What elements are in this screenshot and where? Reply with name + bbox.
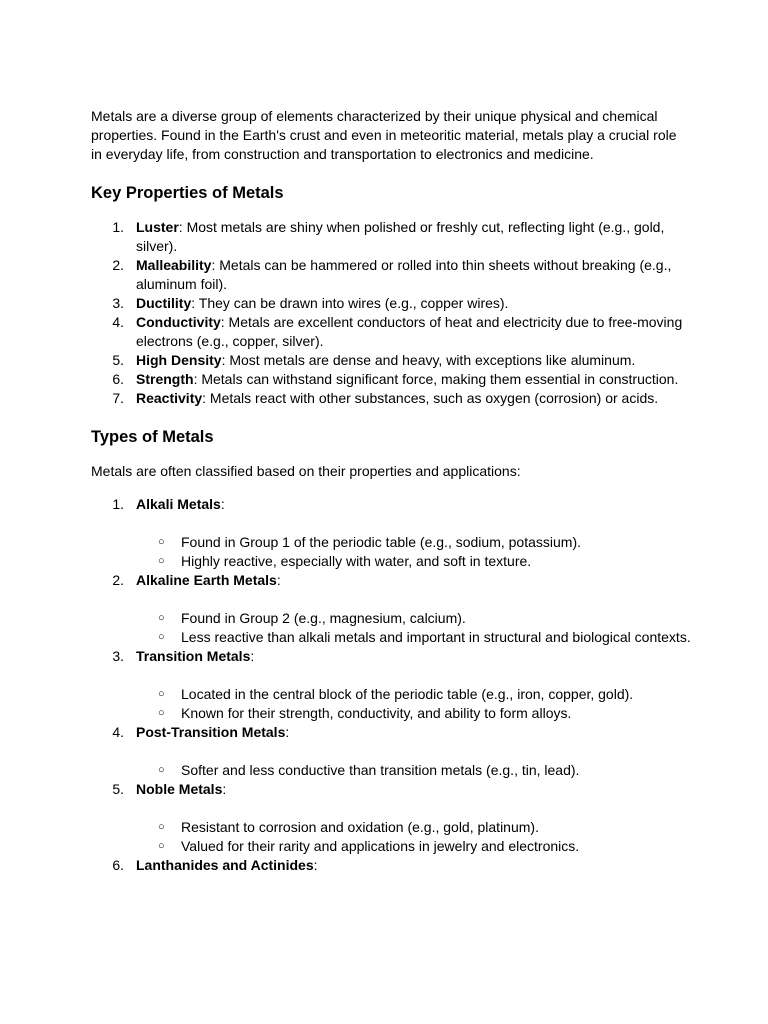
list-item: [91, 647, 691, 723]
sub-item-text: Found in Group 1 of the periodic table (e.g., sodium, potassium).: [181, 534, 581, 550]
property-text: : Most metals are dense and heavy, with exceptions like aluminum.: [221, 352, 636, 368]
sub-list-item: [136, 609, 691, 628]
intro-paragraph: Metals are a diverse group of elements characterized by their unique physical and chemical properties. Found in the Earth's crust and even in meteoritic material, metals play a crucial role in everyday life, from construction and transportation to electronics and medicine.: [91, 108, 677, 162]
list-item: [91, 571, 691, 647]
property-term: Ductility: [136, 295, 192, 311]
circle-bullet-icon: ○: [158, 612, 165, 624]
type-term: Alkali Metals: [136, 496, 221, 512]
property-term: Luster: [136, 219, 179, 235]
list-number: 3.: [112, 295, 124, 311]
types-intro-paragraph: Metals are often classified based on their properties and applications:: [91, 463, 521, 479]
list-number: 5.: [112, 352, 124, 368]
list-item: [91, 351, 691, 370]
list-number: 6.: [112, 857, 124, 873]
list-number: 1.: [112, 219, 124, 235]
property-term: High Density: [136, 352, 222, 368]
type-suffix: :: [276, 572, 281, 588]
property-term: Conductivity: [136, 314, 221, 330]
sub-list-item: [136, 761, 691, 780]
property-text: : Metals are excellent conductors of heat and electricity due to free-moving electrons (e.g., copper, silver).: [136, 314, 683, 349]
list-number: 2.: [112, 572, 124, 588]
sub-list: [136, 533, 691, 571]
property-term: Strength: [136, 371, 194, 387]
type-suffix: :: [285, 724, 290, 740]
type-term: Transition Metals: [136, 648, 251, 664]
circle-bullet-icon: ○: [158, 631, 165, 643]
list-number: 4.: [112, 724, 124, 740]
type-suffix: :: [313, 857, 318, 873]
circle-bullet-icon: ○: [158, 555, 165, 567]
list-number: 2.: [112, 257, 124, 273]
circle-bullet-icon: ○: [158, 764, 165, 776]
key-properties-heading: Key Properties of Metals: [91, 184, 284, 202]
list-item: [91, 294, 691, 313]
sub-list-item: [136, 837, 691, 856]
sub-item-text: Highly reactive, especially with water, and soft in texture.: [181, 553, 532, 569]
type-term: Noble Metals: [136, 781, 223, 797]
list-number: 1.: [112, 496, 124, 512]
list-item: [91, 256, 691, 294]
property-text: : Most metals are shiny when polished or freshly cut, reflecting light (e.g., gold, silver).: [136, 219, 665, 254]
list-item: [91, 780, 691, 856]
list-item: [91, 723, 691, 780]
circle-bullet-icon: ○: [158, 688, 165, 700]
list-item: [91, 313, 691, 351]
type-term: Post-Transition Metals: [136, 724, 286, 740]
list-item: [91, 370, 691, 389]
list-number: 7.: [112, 390, 124, 406]
types-heading: Types of Metals: [91, 428, 214, 446]
sub-list-item: [136, 628, 691, 647]
list-number: 6.: [112, 371, 124, 387]
property-text: : Metals can be hammered or rolled into thin sheets without breaking (e.g., aluminum foil).: [136, 257, 672, 292]
list-item: [91, 856, 691, 875]
type-suffix: :: [222, 781, 227, 797]
circle-bullet-icon: ○: [158, 821, 165, 833]
sub-list-item: [136, 533, 691, 552]
sub-item-text: Known for their strength, conductivity, and ability to form alloys.: [181, 705, 572, 721]
circle-bullet-icon: ○: [158, 707, 165, 719]
circle-bullet-icon: ○: [158, 840, 165, 852]
sub-list-item: [136, 704, 691, 723]
property-term: Reactivity: [136, 390, 203, 406]
property-term: Malleability: [136, 257, 212, 273]
circle-bullet-icon: ○: [158, 536, 165, 548]
sub-list-item: [136, 552, 691, 571]
sub-item-text: Valued for their rarity and applications in jewelry and electronics.: [181, 838, 580, 854]
sub-item-text: Softer and less conductive than transition metals (e.g., tin, lead).: [181, 762, 580, 778]
sub-item-text: Less reactive than alkali metals and important in structural and biological contexts.: [181, 629, 691, 645]
sub-item-text: Located in the central block of the periodic table (e.g., iron, copper, gold).: [181, 686, 634, 702]
sub-list: [136, 685, 691, 723]
type-term: Lanthanides and Actinides: [136, 857, 314, 873]
key-properties-list: [91, 218, 691, 408]
sub-list-item: [136, 685, 691, 704]
list-number: 4.: [112, 314, 124, 330]
type-suffix: :: [250, 648, 255, 664]
list-number: 5.: [112, 781, 124, 797]
sub-list: [136, 761, 691, 780]
types-list: [91, 495, 691, 875]
document-content: [91, 107, 691, 875]
type-suffix: :: [220, 496, 225, 512]
sub-list: [136, 609, 691, 647]
sub-item-text: Found in Group 2 (e.g., magnesium, calcium).: [181, 610, 466, 626]
list-item: [91, 389, 691, 408]
sub-item-text: Resistant to corrosion and oxidation (e.g., gold, platinum).: [181, 819, 539, 835]
property-text: : Metals can withstand significant force, making them essential in construction.: [193, 371, 679, 387]
property-text: : Metals react with other substances, such as oxygen (corrosion) or acids.: [202, 390, 659, 406]
type-term: Alkaline Earth Metals: [136, 572, 277, 588]
sub-list: [136, 818, 691, 856]
list-item: [91, 218, 691, 256]
sub-list-item: [136, 818, 691, 837]
list-number: 3.: [112, 648, 124, 664]
list-item: [91, 495, 691, 571]
property-text: : They can be drawn into wires (e.g., copper wires).: [191, 295, 509, 311]
